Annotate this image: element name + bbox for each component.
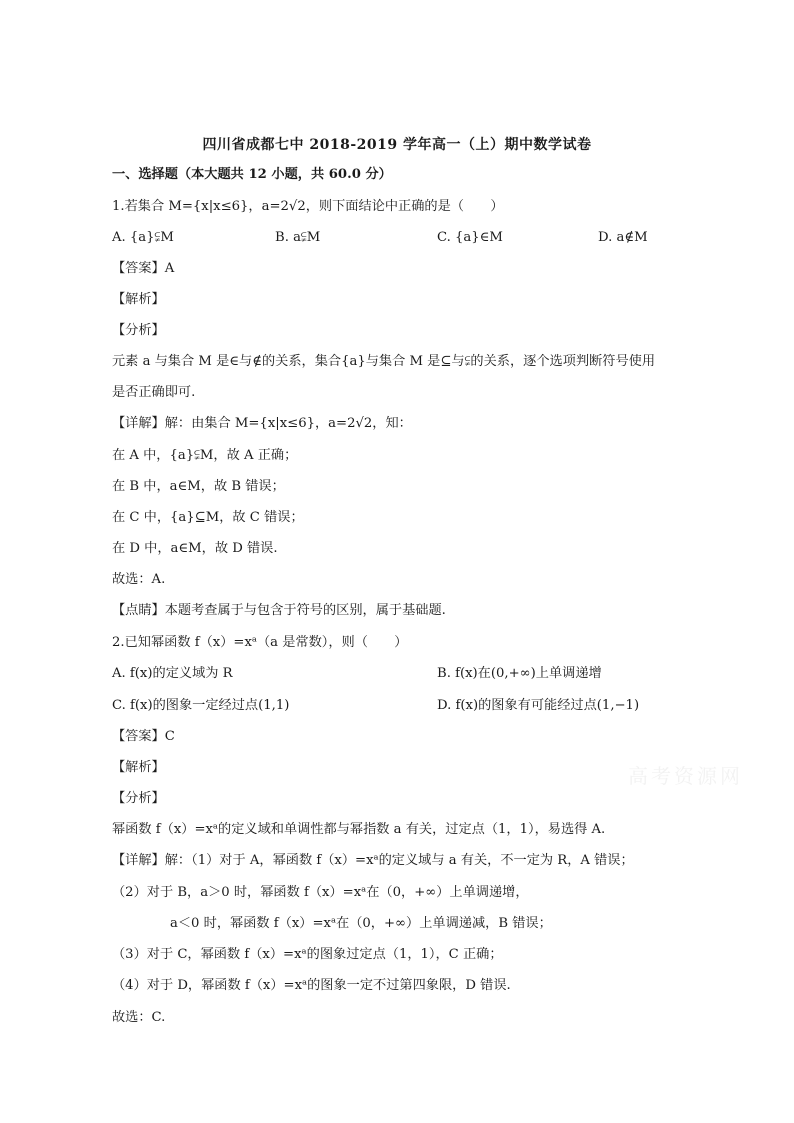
q2-fenxi: 【分析】 bbox=[112, 791, 165, 806]
q1-analysis-line2: 是否正确即可. bbox=[112, 385, 196, 400]
q2-detail-5: （4）对于 D，幂函数 f（x）=xᵃ的图象一定不过第四象限，D 错误. bbox=[112, 978, 511, 993]
q1-option-a: A. {a}⫋M bbox=[112, 230, 174, 245]
q1-comment: 【点睛】本题考查属于与包含于符号的区别，属于基础题. bbox=[112, 603, 446, 618]
q1-option-b: B. a⫋M bbox=[275, 230, 321, 245]
q1-jiexi: 【解析】 bbox=[112, 292, 165, 307]
q2-option-b: B. f(x)在(0,+∞)上单调递增 bbox=[437, 666, 602, 681]
q2-option-a: A. f(x)的定义域为 R bbox=[112, 666, 233, 681]
q1-option-d: D. a∉M bbox=[598, 230, 648, 245]
q1-answer: 【答案】A bbox=[112, 261, 175, 276]
q1-detail-b: 在 B 中，a∈M，故 B 错误； bbox=[112, 479, 285, 494]
q1-option-c: C. {a}∈M bbox=[437, 230, 503, 245]
q2-detail-3: a＜0 时，幂函数 f（x）=xᵃ在（0，+∞）上单调递减，B 错误； bbox=[170, 916, 552, 931]
q1-choose: 故选：A. bbox=[112, 572, 166, 587]
q1-analysis-line1: 元素 a 与集合 M 是∈与∉的关系，集合{a}与集合 M 是⊆与⫋的关系，逐个选项判断符号使用 bbox=[112, 354, 656, 369]
q2-choose: 故选：C. bbox=[112, 1010, 166, 1025]
q2-detail-4: （3）对于 C，幂函数 f（x）=xᵃ的图象过定点（1，1），C 正确； bbox=[112, 947, 503, 962]
q1-stem: 1.若集合 M={x|x≤6}，a=2√2，则下面结论中正确的是（ ） bbox=[112, 199, 504, 214]
q2-jiexi: 【解析】 bbox=[112, 760, 165, 775]
q2-option-c: C. f(x)的图象一定经过点(1,1) bbox=[112, 698, 290, 713]
q1-detail-a: 在 A 中，{a}⫋M，故 A 正确； bbox=[112, 448, 298, 463]
q1-detail-c: 在 C 中，{a}⊆M，故 C 错误； bbox=[112, 510, 304, 525]
q2-analysis: 幂函数 f（x）=xᵃ的定义域和单调性都与幂指数 a 有关，过定点（1，1），易选得 A. bbox=[112, 822, 606, 837]
q2-option-d: D. f(x)的图象有可能经过点(1,−1) bbox=[437, 698, 640, 713]
q2-stem: 2.已知幂函数 f（x）=xᵃ（a 是常数），则（ ） bbox=[112, 635, 408, 650]
q1-fenxi: 【分析】 bbox=[112, 323, 165, 338]
watermark: 高考资源网 bbox=[628, 764, 743, 788]
q2-detail-2: （2）对于 B，a＞0 时，幂函数 f（x）=xᵃ在（0，+∞）上单调递增， bbox=[112, 885, 529, 900]
q1-detail: 【详解】解：由集合 M={x|x≤6}，a=2√2，知： bbox=[112, 416, 412, 431]
section-heading: 一、选择题（本大题共 12 小题，共 60.0 分） bbox=[112, 167, 392, 182]
q2-answer: 【答案】C bbox=[112, 729, 175, 744]
q2-detail-1: 【详解】解：（1）对于 A，幂函数 f（x）=xᵃ的定义域与 a 有关，不一定为 R，A 错误； bbox=[112, 853, 634, 868]
q1-detail-d: 在 D 中，a∈M，故 D 错误. bbox=[112, 541, 278, 556]
page-title: 四川省成都七中 2018-2019 学年高一（上）期中数学试卷 bbox=[202, 137, 592, 153]
